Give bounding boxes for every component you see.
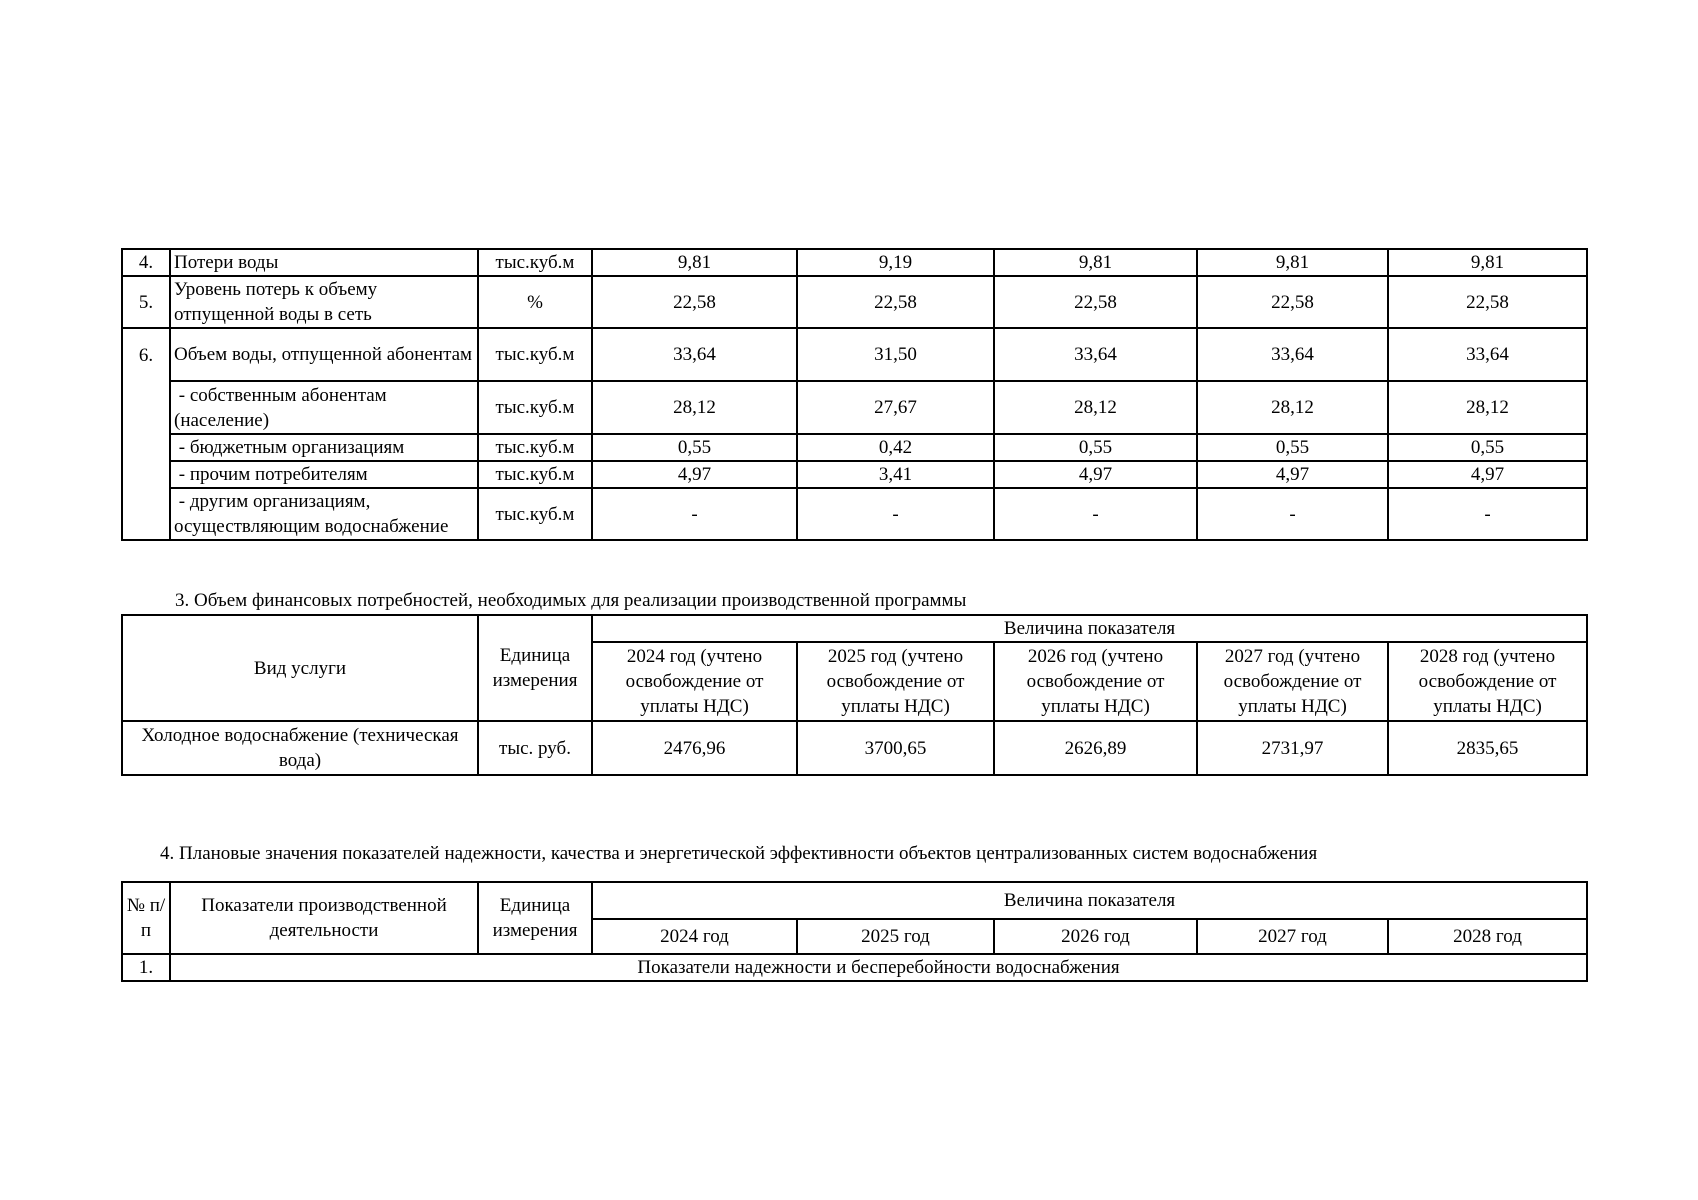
value-2027: 9,81	[1197, 249, 1388, 276]
value-2028: 9,81	[1388, 249, 1587, 276]
row-number	[122, 381, 170, 434]
row-number: 4.	[122, 249, 170, 276]
header-year-2026: 2026 год	[994, 919, 1197, 954]
value-2026: 22,58	[994, 276, 1197, 328]
unit-cell: тыс.куб.м	[478, 381, 592, 434]
indicator-name: - другим организациям, осуществляющим водоснабжение	[170, 488, 478, 540]
indicator-name: Объем воды, отпущенной абонентам	[170, 328, 478, 381]
table-row	[122, 954, 1587, 981]
header-unit: Единица измерения	[478, 615, 592, 721]
header-year-2027: 2027 год (учтено освобождение от уплаты НДС)	[1197, 642, 1388, 721]
value-2024: -	[592, 488, 797, 540]
value-2024: 0,55	[592, 434, 797, 461]
row-number	[122, 461, 170, 488]
value-2024: 28,12	[592, 381, 797, 434]
value-2026: 0,55	[994, 434, 1197, 461]
header-year-2027: 2027 год	[1197, 919, 1388, 954]
section-row-title: Показатели надежности и бесперебойности водоснабжения	[170, 954, 1587, 981]
table-row	[122, 381, 1587, 434]
value-2024: 4,97	[592, 461, 797, 488]
value-2027: 2731,97	[1197, 721, 1388, 775]
section-4-caption: 4. Плановые значения показателей надежности, качества и энергетической эффективности объектов централизованных систем водоснабжения	[160, 843, 1318, 864]
table-row	[122, 488, 1587, 540]
row-number	[122, 488, 170, 540]
table-row	[122, 328, 1587, 381]
section-3-caption: 3. Объем финансовых потребностей, необходимых для реализации производственной программы	[175, 590, 967, 611]
value-2027: 4,97	[1197, 461, 1388, 488]
value-2026: 9,81	[994, 249, 1197, 276]
value-2024: 2476,96	[592, 721, 797, 775]
unit-cell: тыс.куб.м	[478, 328, 592, 381]
unit-cell: тыс.куб.м	[478, 488, 592, 540]
value-2025: -	[797, 488, 994, 540]
service-name: Холодное водоснабжение (техническая вода)	[122, 721, 478, 775]
row-number	[122, 434, 170, 461]
table-row	[122, 276, 1587, 328]
indicator-name: - собственным абонентам (население)	[170, 381, 478, 434]
value-2028: 4,97	[1388, 461, 1587, 488]
header-value: Величина показателя	[592, 615, 1587, 642]
header-year-2025: 2025 год (учтено освобождение от уплаты НДС)	[797, 642, 994, 721]
table-header-row	[122, 882, 1587, 919]
header-year-2028: 2028 год	[1388, 919, 1587, 954]
header-year-2025: 2025 год	[797, 919, 994, 954]
header-num: № п/п	[122, 882, 170, 954]
value-2028: 33,64	[1388, 328, 1587, 381]
value-2028: 28,12	[1388, 381, 1587, 434]
value-2026: 4,97	[994, 461, 1197, 488]
value-2028: 22,58	[1388, 276, 1587, 328]
value-2025: 0,42	[797, 434, 994, 461]
value-2024: 33,64	[592, 328, 797, 381]
value-2026: 28,12	[994, 381, 1197, 434]
table-row	[122, 721, 1587, 775]
value-2025: 31,50	[797, 328, 994, 381]
value-2025: 27,67	[797, 381, 994, 434]
unit-cell: тыс. руб.	[478, 721, 592, 775]
value-2028: 0,55	[1388, 434, 1587, 461]
header-unit: Единица измерения	[478, 882, 592, 954]
value-2027: 0,55	[1197, 434, 1388, 461]
indicator-name: - бюджетным организациям	[170, 434, 478, 461]
value-2027: 22,58	[1197, 276, 1388, 328]
value-2025: 9,19	[797, 249, 994, 276]
table-header-row	[122, 615, 1587, 642]
unit-cell: %	[478, 276, 592, 328]
value-2025: 22,58	[797, 276, 994, 328]
row-number: 5.	[122, 276, 170, 328]
indicator-name: Уровень потерь к объему отпущенной воды в сеть	[170, 276, 478, 328]
value-2027: 28,12	[1197, 381, 1388, 434]
value-2026: 2626,89	[994, 721, 1197, 775]
indicator-name: - прочим потребителям	[170, 461, 478, 488]
unit-cell: тыс.куб.м	[478, 249, 592, 276]
header-year-2024: 2024 год (учтено освобождение от уплаты НДС)	[592, 642, 797, 721]
value-2027: 33,64	[1197, 328, 1388, 381]
header-service: Вид услуги	[122, 615, 478, 721]
value-2028: 2835,65	[1388, 721, 1587, 775]
water-volume-table	[121, 248, 1588, 541]
row-number: 6.	[122, 328, 170, 381]
value-2024: 22,58	[592, 276, 797, 328]
header-value: Величина показателя	[592, 882, 1587, 919]
table-row	[122, 434, 1587, 461]
indicator-name: Потери воды	[170, 249, 478, 276]
value-2025: 3,41	[797, 461, 994, 488]
unit-cell: тыс.куб.м	[478, 461, 592, 488]
value-2028: -	[1388, 488, 1587, 540]
table-row	[122, 461, 1587, 488]
reliability-indicators-table	[121, 881, 1588, 982]
header-indicator: Показатели производственной деятельности	[170, 882, 478, 954]
value-2026: 33,64	[994, 328, 1197, 381]
table-row	[122, 249, 1587, 276]
value-2027: -	[1197, 488, 1388, 540]
header-year-2024: 2024 год	[592, 919, 797, 954]
unit-cell: тыс.куб.м	[478, 434, 592, 461]
header-year-2026: 2026 год (учтено освобождение от уплаты НДС)	[994, 642, 1197, 721]
header-year-2028: 2028 год (учтено освобождение от уплаты НДС)	[1388, 642, 1587, 721]
value-2024: 9,81	[592, 249, 797, 276]
row-number: 1.	[122, 954, 170, 981]
value-2026: -	[994, 488, 1197, 540]
financial-needs-table	[121, 614, 1588, 776]
value-2025: 3700,65	[797, 721, 994, 775]
